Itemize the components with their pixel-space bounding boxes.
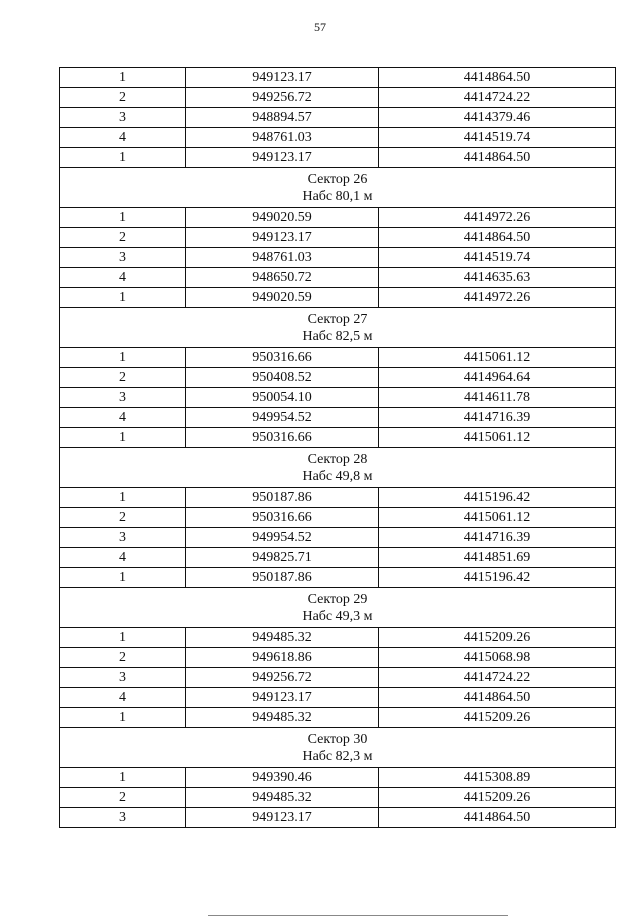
table-row (60, 708, 616, 728)
y-coordinate-cell: 4414851.69 (379, 548, 616, 568)
point-number-cell: 1 (60, 488, 186, 508)
coordinates-table-body (60, 68, 616, 828)
table-row (60, 688, 616, 708)
y-coordinate-cell: 4414724.22 (379, 668, 616, 688)
table-row (60, 68, 616, 88)
y-coordinate-cell: 4415061.12 (379, 508, 616, 528)
point-number-cell: 3 (60, 668, 186, 688)
x-coordinate-cell: 950316.66 (186, 348, 379, 368)
y-coordinate-cell: 4414972.26 (379, 288, 616, 308)
table-row (60, 208, 616, 228)
y-coordinate-cell: 4414379.46 (379, 108, 616, 128)
x-coordinate-cell: 948650.72 (186, 268, 379, 288)
y-coordinate-cell: 4414964.64 (379, 368, 616, 388)
y-coordinate-cell: 4414716.39 (379, 528, 616, 548)
x-coordinate-cell: 949485.32 (186, 628, 379, 648)
table-row (60, 668, 616, 688)
sector-title: Сектор 26 (307, 171, 368, 187)
x-coordinate-cell: 949954.52 (186, 528, 379, 548)
table-row (60, 568, 616, 588)
point-number-cell: 2 (60, 788, 186, 808)
x-coordinate-cell: 949123.17 (186, 68, 379, 88)
x-coordinate-cell: 949618.86 (186, 648, 379, 668)
table-row (60, 528, 616, 548)
table-row (60, 548, 616, 568)
y-coordinate-cell: 4414864.50 (379, 688, 616, 708)
y-coordinate-cell: 4414972.26 (379, 208, 616, 228)
table-row (60, 508, 616, 528)
sector-elevation: Набс 49,8 м (302, 468, 373, 484)
table-row (60, 348, 616, 368)
y-coordinate-cell: 4415068.98 (379, 648, 616, 668)
sector-title: Сектор 27 (307, 311, 368, 327)
x-coordinate-cell: 949123.17 (186, 228, 379, 248)
sector-elevation: Набс 80,1 м (302, 188, 373, 204)
point-number-cell: 1 (60, 768, 186, 788)
table-row (60, 368, 616, 388)
sector-header-row (60, 448, 616, 488)
x-coordinate-cell: 949020.59 (186, 208, 379, 228)
point-number-cell: 1 (60, 348, 186, 368)
sector-elevation: Набс 82,3 м (302, 748, 373, 764)
point-number-cell: 3 (60, 388, 186, 408)
x-coordinate-cell: 949123.17 (186, 688, 379, 708)
x-coordinate-cell: 950187.86 (186, 568, 379, 588)
point-number-cell: 1 (60, 288, 186, 308)
x-coordinate-cell: 948894.57 (186, 108, 379, 128)
table-row (60, 248, 616, 268)
sector-elevation: Набс 49,3 м (302, 608, 373, 624)
y-coordinate-cell: 4414635.63 (379, 268, 616, 288)
x-coordinate-cell: 949256.72 (186, 668, 379, 688)
point-number-cell: 1 (60, 628, 186, 648)
table-row (60, 648, 616, 668)
x-coordinate-cell: 949256.72 (186, 88, 379, 108)
x-coordinate-cell: 950054.10 (186, 388, 379, 408)
table-row (60, 228, 616, 248)
table-row (60, 788, 616, 808)
table-row (60, 808, 616, 828)
coordinates-table (59, 67, 616, 828)
sector-title: Сектор 29 (307, 591, 368, 607)
point-number-cell: 3 (60, 528, 186, 548)
table-row (60, 388, 616, 408)
x-coordinate-cell: 950187.86 (186, 488, 379, 508)
x-coordinate-cell: 949123.17 (186, 148, 379, 168)
point-number-cell: 1 (60, 208, 186, 228)
y-coordinate-cell: 4415209.26 (379, 628, 616, 648)
x-coordinate-cell: 950316.66 (186, 508, 379, 528)
sector-title: Сектор 30 (307, 731, 368, 747)
point-number-cell: 4 (60, 268, 186, 288)
x-coordinate-cell: 949390.46 (186, 768, 379, 788)
y-coordinate-cell: 4415061.12 (379, 428, 616, 448)
table-row (60, 288, 616, 308)
point-number-cell: 2 (60, 368, 186, 388)
point-number-cell: 3 (60, 808, 186, 828)
x-coordinate-cell: 949825.71 (186, 548, 379, 568)
point-number-cell: 1 (60, 148, 186, 168)
point-number-cell: 4 (60, 688, 186, 708)
sector-header-cell (60, 308, 616, 348)
sector-header-row (60, 168, 616, 208)
y-coordinate-cell: 4415308.89 (379, 768, 616, 788)
table-row (60, 108, 616, 128)
point-number-cell: 4 (60, 548, 186, 568)
sector-header-row (60, 728, 616, 768)
point-number-cell: 3 (60, 248, 186, 268)
x-coordinate-cell: 949020.59 (186, 288, 379, 308)
sector-header-cell (60, 448, 616, 488)
point-number-cell: 2 (60, 228, 186, 248)
y-coordinate-cell: 4415209.26 (379, 708, 616, 728)
table-row (60, 148, 616, 168)
point-number-cell: 2 (60, 88, 186, 108)
point-number-cell: 2 (60, 508, 186, 528)
x-coordinate-cell: 949485.32 (186, 708, 379, 728)
point-number-cell: 1 (60, 428, 186, 448)
point-number-cell: 1 (60, 708, 186, 728)
y-coordinate-cell: 4415061.12 (379, 348, 616, 368)
x-coordinate-cell: 950408.52 (186, 368, 379, 388)
sector-header-cell (60, 168, 616, 208)
x-coordinate-cell: 949485.32 (186, 788, 379, 808)
sector-elevation: Набс 82,5 м (302, 328, 373, 344)
page-bottom-edge (208, 915, 508, 916)
sector-header-row (60, 308, 616, 348)
sector-header-cell (60, 728, 616, 768)
page-number: 57 (314, 20, 326, 34)
table-row (60, 428, 616, 448)
y-coordinate-cell: 4415209.26 (379, 788, 616, 808)
x-coordinate-cell: 948761.03 (186, 128, 379, 148)
point-number-cell: 4 (60, 128, 186, 148)
x-coordinate-cell: 950316.66 (186, 428, 379, 448)
y-coordinate-cell: 4414864.50 (379, 148, 616, 168)
table-row (60, 128, 616, 148)
table-row (60, 88, 616, 108)
point-number-cell: 1 (60, 568, 186, 588)
point-number-cell: 1 (60, 68, 186, 88)
table-row (60, 628, 616, 648)
y-coordinate-cell: 4414519.74 (379, 128, 616, 148)
sector-title: Сектор 28 (307, 451, 368, 467)
y-coordinate-cell: 4414611.78 (379, 388, 616, 408)
x-coordinate-cell: 949123.17 (186, 808, 379, 828)
y-coordinate-cell: 4415196.42 (379, 488, 616, 508)
x-coordinate-cell: 948761.03 (186, 248, 379, 268)
table-row (60, 408, 616, 428)
y-coordinate-cell: 4414519.74 (379, 248, 616, 268)
y-coordinate-cell: 4414724.22 (379, 88, 616, 108)
x-coordinate-cell: 949954.52 (186, 408, 379, 428)
y-coordinate-cell: 4414716.39 (379, 408, 616, 428)
point-number-cell: 4 (60, 408, 186, 428)
table-row (60, 768, 616, 788)
y-coordinate-cell: 4414864.50 (379, 68, 616, 88)
point-number-cell: 2 (60, 648, 186, 668)
table-row (60, 268, 616, 288)
y-coordinate-cell: 4414864.50 (379, 228, 616, 248)
table-row (60, 488, 616, 508)
point-number-cell: 3 (60, 108, 186, 128)
sector-header-cell (60, 588, 616, 628)
y-coordinate-cell: 4415196.42 (379, 568, 616, 588)
sector-header-row (60, 588, 616, 628)
y-coordinate-cell: 4414864.50 (379, 808, 616, 828)
